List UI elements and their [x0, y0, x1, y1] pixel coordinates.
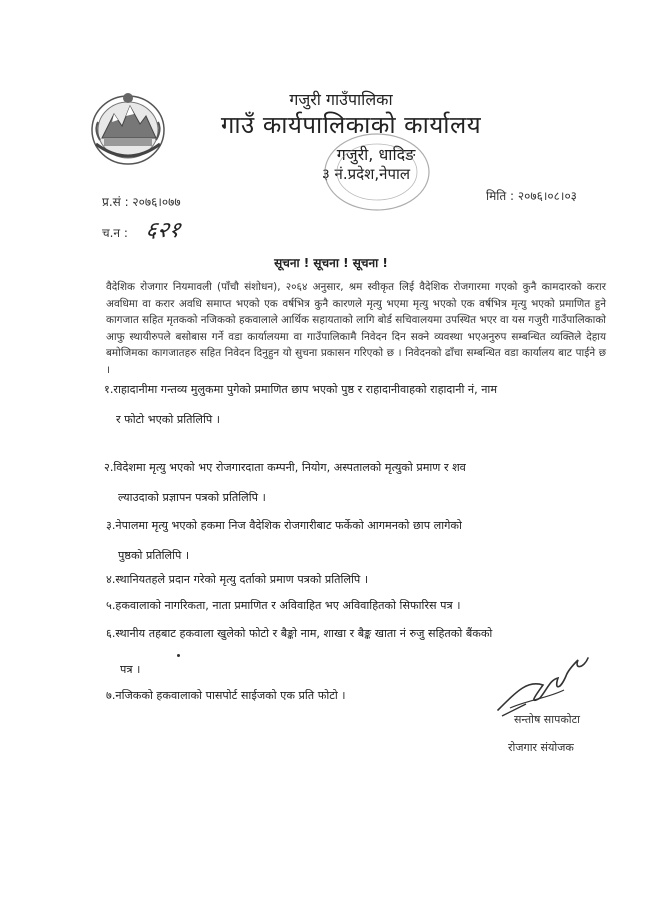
office-stamp — [318, 128, 436, 216]
issue-date: मिति : २०७६।०८।०३ — [486, 189, 577, 203]
signer-name: सन्तोष सापकोटा — [514, 713, 581, 726]
item-2-line-1: २.विदेशमा मृत्यु भएको भए रोजगारदाता कम्पनी, नियोग, अस्पतालको मृत्युको प्रमाण र शव — [104, 461, 466, 474]
notice-title: सूचना ! सूचना ! सूचना ! — [274, 256, 388, 270]
item-5: ५.हकवालाको नागरिकता, नाता प्रमाणित र अविवाहित भए अविवाहितको सिफारिस पत्र । — [106, 599, 461, 612]
handwritten-signature — [488, 650, 598, 720]
dispatch-number: ६२१ — [143, 218, 183, 243]
signer-title: रोजगार संयोजक — [508, 741, 574, 754]
item-1-line-1: १.राहादानीमा गन्तव्य मुलुकमा पुगेको प्रमाणित छाप भएको पुष्ठ र राहादानीवाहको राहादानी नं, नाम — [104, 383, 498, 396]
item-6-line-2: पत्र । — [120, 663, 141, 676]
item-6-line-1: ६.स्थानीय तहबाट हकवाला खुलेको फोटो र बैङ्को नाम, शाखा र बैङ्क खाता नं रुजु सहितको बैंकको — [106, 627, 493, 640]
ink-dot — [177, 654, 180, 657]
item-2-line-2: ल्याउदाको प्रज्ञापन पत्रको प्रतिलिपि । — [118, 491, 266, 504]
reference-number: प्र.सं : २०७६।०७७ — [102, 195, 181, 209]
office-province: ३ नं.प्रदेश,नेपाल — [321, 165, 411, 183]
municipality-name: गजुरी गाउँपालिका — [289, 90, 393, 109]
item-3-line-1: ३.नेपालमा मृत्यु भएको हकमा निज वैदेशिक रोजगारीबाट फर्केको आगमनको छाप लागेको — [106, 519, 462, 532]
item-1-line-2: र फोटो भएको प्रतिलिपि । — [116, 413, 221, 426]
item-4: ४.स्थानियतहले प्रदान गरेको मृत्यु दर्ताको प्रमाण पत्रको प्रतिलिपि । — [106, 573, 369, 586]
item-3-line-2: पुष्ठको प्रतिलिपि । — [118, 549, 190, 562]
dispatch-label: च.न : — [102, 226, 128, 240]
office-name: गाउँ कार्यपालिकाको कार्यालय — [220, 111, 482, 139]
notice-body: वैदेशिक रोजगार नियमावली (पाँचौ संशोधन), २०६४ अनुसार, श्रम स्वीकृत लिई वैदेशिक रोजगारमा गएको कुनै कामदारको करार अवधिमा वा करार अवधि समाप्त भएको एक वर्षभित्र कुनै कारणले मृत्यु भएमा मृत्यु भएको एक वर्षभित्र मृत्यु भएको प्रमाणित हुने कागजात सहित मृतकको नजिकको हकवालाले आर्थिक सहायताको लागि बोर्ड सचिवालयमा उपस्थित भएर वा यस गजुरी गाउँपालिकाको आफु स्थायीरुपले बसोबास गर्ने वडा कार्यालयमा वा गाउँपालिकामै निवेदन दिन सक्ने व्यवस्था भएअनुरुप सम्बन्धित व्यक्तिले देहाय बमोजिमका कागजातहरु सहित निवेदन दिनुहुन यो सुचना प्रकासन गरिएको छ । निवेदनको ढाँचा सम्बन्धित वडा कार्यालय बाट पाईने छ । — [106, 281, 606, 376]
office-place: गजुरी, धादिङ — [336, 145, 416, 164]
item-7: ७.नजिकको हकवालाको पासपोर्ट साईजको एक प्रति फोटो । — [106, 689, 346, 702]
